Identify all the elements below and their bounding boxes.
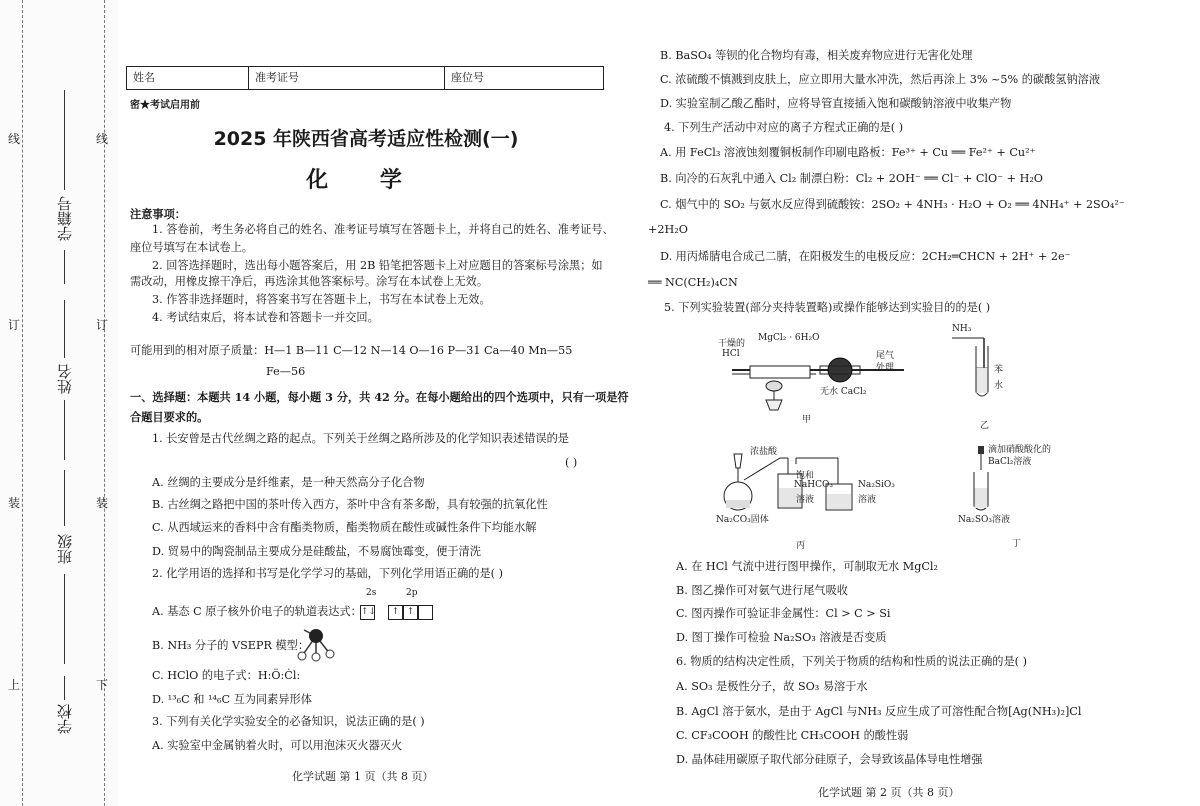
- bing-na2sio3-label: Na₂SiO₃: [858, 480, 895, 490]
- strip-zhuang-2: 装: [96, 496, 109, 510]
- notice-item3: 3. 作答非选择题时，将答案书写在答题卡上，书写在本试卷上无效。: [152, 293, 491, 306]
- q4-option-b: B. 向冷的石灰乳中通入 Cl₂ 制漂白粉：Cl₂ + 2OH⁻ ══ Cl⁻ + ClO⁻ + H₂O: [660, 172, 1043, 185]
- orbital-2p-label: 2p: [406, 588, 418, 598]
- q2-stem: 2. 化学用语的选择和书写是化学学习的基础，下列化学用语正确的是( ): [152, 567, 503, 580]
- section1-heading-a: 一、选择题：本题共 14 小题，每小题 3 分，共 42 分。在每小题给出的四个选项中，只有一项是符: [130, 390, 629, 404]
- q1-option-b: B. 古丝绸之路把中国的茶叶传入西方，茶叶中含有茶多酚，具有较强的抗氧化性: [152, 498, 548, 511]
- strip-xingming: 姓名: [56, 364, 74, 394]
- exam-title: 2025 年陕西省高考适应性检测(一): [213, 128, 519, 150]
- banji-blank: [64, 470, 65, 526]
- q3-option-a: A. 实验室中金属钠着火时，可以用泡沫灭火器灭火: [152, 739, 403, 752]
- strip-shang: 上: [8, 678, 21, 692]
- strip-banji: 班级: [56, 534, 74, 564]
- jia-tail-1: 尾气: [876, 351, 895, 361]
- strip-ding-2: 订: [96, 318, 109, 332]
- q3-option-b: B. BaSO₄ 等钡的化合物均有毒，相关废弃物应进行无害化处理: [660, 49, 973, 62]
- q6-option-a: A. SO₃ 是极性分子，故 SO₃ 易溶于水: [676, 680, 868, 693]
- strip-zhuang: 装: [8, 496, 21, 510]
- yi-benzene-label: 苯: [994, 365, 1004, 375]
- atomic-mass-line2: Fe—56: [266, 365, 306, 378]
- notice-item2-b: 需改动，用橡皮擦干净后，再选涂其他答案标号。涂写在本试卷上无效。: [130, 275, 489, 288]
- notice-item2-a: 2. 回答选择题时，选出每小题答案后，用 2B 铅笔把答题卡上对应题目的答案标号涂黑；如: [152, 259, 603, 272]
- ding-drip-1: 滴加硝酸酸化的: [988, 445, 1052, 455]
- notice-item1-a: 1. 答卷前，考生务必将自己的姓名、准考证号填写在答题卡上，并将自己的姓名、准考证号、: [152, 223, 614, 236]
- q1-stem: 1. 长安曾是古代丝绸之路的起点。下列关于丝绸之路所涉及的化学知识表述错误的是: [152, 432, 569, 445]
- q4-stem: 4. 下列生产活动中对应的离子方程式正确的是( ): [664, 121, 904, 134]
- orbital-diagram: [356, 588, 446, 622]
- bing-sol2-label: 溶液: [858, 495, 877, 505]
- strip-xian: 线: [8, 132, 21, 146]
- jia-cacl2-label: 无水 CaCl₂: [820, 387, 867, 397]
- name-cell: 姓名: [127, 67, 249, 89]
- q6-stem: 6. 物质的结构决定性质，下列关于物质的结构和性质的说法正确的是( ): [676, 655, 1027, 668]
- jia-hcl-label: HCl: [722, 349, 740, 359]
- q1-option-a: A. 丝绸的主要成分是纤维素，是一种天然高分子化合物: [152, 476, 425, 489]
- q2-option-b: B. NH₃ 分子的 VSEPR 模型：: [152, 639, 310, 652]
- atomic-mass-line1: 可能用到的相对原子质量：H—1 B—11 C—12 N—14 O—16 P—31 Ca—40 Mn—55: [130, 344, 573, 357]
- q1-option-d: D. 贸易中的陶瓷制品主要成分是硅酸盐，不易腐蚀霉变，便于清洗: [152, 545, 481, 558]
- q4-option-d-1: D. 用丙烯腈电合成己二腈，在阳极发生的电极反应：2CH₂═CHCN + 2H⁺ + 2e⁻: [660, 250, 1071, 263]
- q1-option-c: C. 从西域运来的香料中含有酯类物质，酯类物质在酸性或碱性条件下均能水解: [152, 521, 537, 534]
- q5-stem: 5. 下列实验装置(部分夹持装置略)或操作能够达到实验目的的是( ): [664, 301, 991, 314]
- orbital-2p-boxes: ↑ ↑: [388, 602, 433, 621]
- q2-option-d: D. ¹³₆C 和 ¹⁴₆C 互为同素异形体: [152, 693, 312, 706]
- figure-ding: [954, 440, 1074, 550]
- q5-option-a: A. 在 HCl 气流中进行图甲操作，可制取无水 MgCl₂: [676, 560, 938, 573]
- strip-xian-2: 线: [96, 132, 109, 146]
- jia-dry-label: 干燥的: [718, 339, 746, 349]
- q3-stem: 3. 下列有关化学实验安全的必备知识，说法正确的是( ): [152, 715, 425, 728]
- q6-option-b: B. AgCl 溶于氨水，是由于 AgCl 与NH₃ 反应生成了可溶性配合物[Ag(NH₃)₂]Cl: [676, 705, 1082, 718]
- footer-page2: 化学试题 第 2 页（共 8 页）: [818, 786, 960, 799]
- notice-heading: 注意事项：: [130, 207, 186, 221]
- bing-na2co3-label: Na₂CO₃固体: [716, 515, 769, 525]
- seat-cell: 座位号: [451, 71, 484, 84]
- bing-caption: 丙: [796, 541, 806, 551]
- exam-no-cell: 准考证号: [249, 67, 445, 89]
- q6-option-d: D. 晶体硅用碳原子取代部分硅原子，会导致该晶体导电性增强: [676, 753, 983, 766]
- bing-nahco3-label: NaHCO₃: [794, 480, 833, 490]
- q4-option-a: A. 用 FeCl₃ 溶液蚀刻覆铜板制作印刷电路板：Fe³⁺ + Cu ══ Fe²⁺ + Cu²⁺: [660, 146, 1036, 159]
- q5-option-c: C. 图丙操作可验证非金属性：Cl > C > Si: [676, 607, 891, 620]
- q5-option-d: D. 图丁操作可检验 Na₂SO₃ 溶液是否变质: [676, 631, 887, 644]
- ding-drip-2: BaCl₂溶液: [988, 457, 1032, 467]
- yi-caption: 乙: [980, 421, 990, 431]
- ding-caption: 丁: [1012, 539, 1022, 549]
- strip-ding: 订: [8, 318, 21, 332]
- subject-title: 化 学: [306, 168, 424, 193]
- bing-sol1-label: 溶液: [796, 495, 815, 505]
- figure-jia: [716, 322, 926, 432]
- bing-sat-label: 饱和: [796, 471, 815, 481]
- orbital-2s-label: 2s: [366, 588, 377, 598]
- yi-nh3-label: NH₃: [952, 324, 972, 334]
- q3-option-d: D. 实验室制乙酸乙酯时，应将导管直接插入饱和碳酸钠溶液中收集产物: [660, 97, 1012, 110]
- candidate-info-box: [126, 66, 604, 90]
- confidential-mark: 密★考试启用前: [130, 100, 200, 111]
- q5-option-b: B. 图乙操作可对氨气进行尾气吸收: [676, 584, 848, 597]
- q6-option-c: C. CF₃COOH 的酸性比 CH₃COOH 的酸性弱: [676, 729, 909, 742]
- vsepr-model-icon: [294, 624, 338, 662]
- banji-blank-2: [64, 574, 65, 664]
- strip-xuexiao: 学校: [56, 704, 74, 734]
- bing-hcl-label: 浓盐酸: [750, 447, 778, 457]
- q4-option-c-2: +2H₂O: [648, 223, 688, 236]
- strip-xia: 下: [96, 678, 109, 692]
- strip-xuejihao: 学籍号: [56, 196, 74, 241]
- xingming-blank: [64, 300, 65, 358]
- q1-paren: ( ): [565, 456, 578, 469]
- q3-option-c: C. 浓硫酸不慎溅到皮肤上，应立即用大量水冲洗，然后再涂上 3% ~5% 的碳酸氢钠溶液: [660, 73, 1101, 86]
- xuejihao-blank-2: [64, 250, 65, 284]
- notice-item4: 4. 考试结束后，将本试卷和答题卡一并交回。: [152, 311, 379, 324]
- jia-mgcl2-label: MgCl₂ · 6H₂O: [758, 333, 820, 343]
- section1-heading-b: 合题目要求的。: [130, 410, 209, 424]
- q4-option-d-2: ══ NC(CH₂)₄CN: [648, 276, 738, 289]
- xuejihao-blank: [64, 90, 65, 190]
- jia-caption: 甲: [802, 415, 812, 425]
- xingming-blank-2: [64, 400, 65, 460]
- jia-tail-2: 处理: [876, 363, 895, 373]
- cut-line-outer: [22, 0, 23, 806]
- orbital-2s-box: ↑↓: [360, 602, 375, 621]
- figure-yi: [946, 322, 1036, 432]
- xuexiao-blank: [64, 676, 65, 700]
- notice-item1-b: 座位号填写在本试卷上。: [130, 241, 254, 254]
- q2-option-c: C. HClO 的电子式：H:Ö:Ċl:: [152, 669, 301, 682]
- q2-option-a: A. 基态 C 原子核外价电子的轨道表达式：: [152, 605, 362, 618]
- footer-page1: 化学试题 第 1 页（共 8 页）: [292, 770, 434, 783]
- figure-bing: [710, 440, 910, 550]
- q4-option-c-1: C. 烟气中的 SO₂ 与氨水反应得到硫酸铵：2SO₂ + 4NH₃ · H₂O + O₂ ══ 4NH₄⁺ + 2SO₄²⁻: [660, 198, 1125, 211]
- yi-water-label: 水: [994, 381, 1004, 391]
- binding-strip: [0, 0, 118, 806]
- figure-jia-apparatus: [716, 340, 926, 420]
- ding-na2so3-label: Na₂SO₃溶液: [958, 515, 1011, 525]
